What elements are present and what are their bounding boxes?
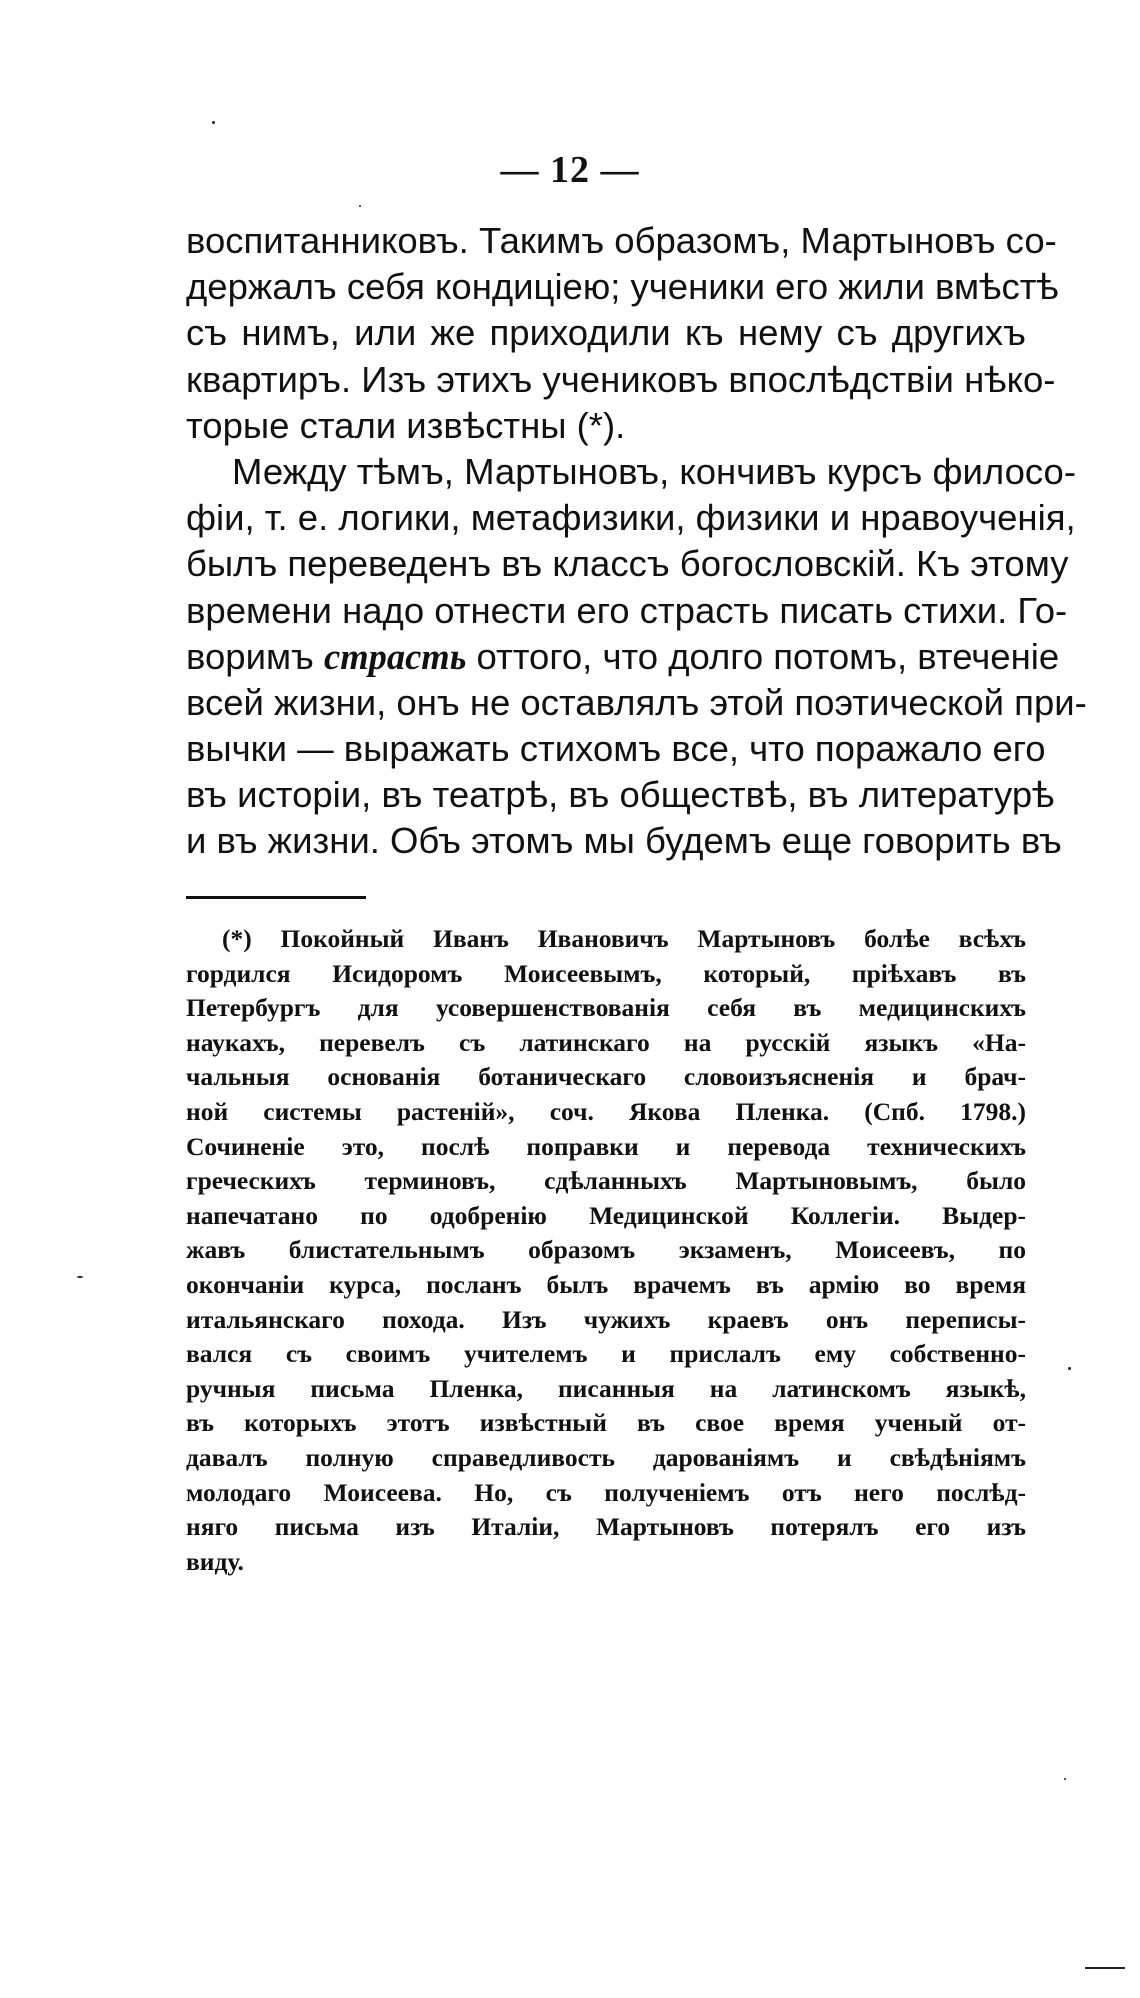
text-line: Между тѣмъ, Мартыновъ, кончивъ курсъ филосо- bbox=[232, 450, 1077, 492]
footnote-line: виду. bbox=[186, 1546, 244, 1576]
main-text bbox=[186, 218, 1087, 865]
footnote-line: гордился Исидоромъ Моисеевымъ, который, пріѣхавъ въ bbox=[186, 958, 1026, 988]
footnote-line: Петербургъ для усовершенствованія себя въ медицинскихъ bbox=[186, 993, 1026, 1023]
footnote-line: вался съ своимъ учителемъ и прислалъ ему собственно- bbox=[186, 1339, 1026, 1369]
page-number: — 12 — bbox=[500, 149, 640, 191]
scan-speck bbox=[77, 1276, 83, 1278]
paragraph bbox=[186, 218, 1059, 449]
emphasized-word: страсть bbox=[324, 635, 467, 677]
footnote-line: наукахъ, перевелъ съ латинскаго на русскій языкъ «На- bbox=[186, 1027, 1026, 1057]
text-line: съ нимъ, или же приходили къ нему съ другихъ bbox=[186, 312, 1026, 354]
footnote bbox=[186, 922, 1026, 1579]
text-line: держалъ себя кондиціею; ученики его жили вмѣстѣ bbox=[186, 266, 1059, 308]
footnote-line: молодаго Моисеева. Но, съ полученіемъ отъ него послѣд- bbox=[186, 1477, 1026, 1507]
paragraph bbox=[186, 449, 1087, 865]
text-line: воспитанниковъ. Такимъ образомъ, Мартыновъ со- bbox=[186, 220, 1057, 261]
text-line: и въ жизни. Объ этомъ мы будемъ еще говорить въ bbox=[186, 820, 1062, 862]
footnote-line: въ которыхъ этотъ извѣстный въ свое время ученый от- bbox=[186, 1408, 1026, 1438]
text-line: въ исторіи, въ театрѣ, въ обществѣ, въ литературѣ bbox=[186, 774, 1055, 816]
text-line bbox=[186, 634, 1060, 680]
footnote-line: напечатано по одобренію Медицинской Коллегіи. Выдер- bbox=[186, 1200, 1026, 1230]
footnote-line: ручныя письма Пленка, писанныя на латинскомъ языкѣ, bbox=[186, 1373, 1026, 1403]
text-line: вычки — выражать стихомъ все, что поражало его bbox=[186, 728, 1046, 770]
text-line: времени надо отнести его страсть писать стихи. Го- bbox=[186, 589, 1068, 631]
footnote-line: окончаніи курса, посланъ былъ врачемъ въ армію во время bbox=[186, 1269, 1026, 1299]
text-line: фіи, т. е. логики, метафизики, физики и нравоученія, bbox=[186, 497, 1076, 539]
text-line: квартиръ. Изъ этихъ учениковъ впослѣдствіи нѣко- bbox=[186, 358, 1056, 400]
scan-speck bbox=[212, 121, 215, 124]
footnote-line: чальныя основанія ботаническаго словоизъясненія и брач- bbox=[186, 1062, 1026, 1092]
text-run: воримъ bbox=[186, 635, 325, 677]
text-line: торые стали извѣстны (*). bbox=[186, 404, 626, 446]
footnote-separator bbox=[186, 896, 366, 899]
footnote-line: Сочиненіе это, послѣ поправки и перевода техническихъ bbox=[186, 1131, 1026, 1161]
footnote-line: давалъ полную справедливость дарованіямъ и свѣдѣніямъ bbox=[186, 1442, 1026, 1472]
footnote-line: итальянскаго похода. Изъ чужихъ краевъ онъ переписы- bbox=[186, 1304, 1026, 1334]
scan-speck bbox=[1085, 1967, 1125, 1969]
footnote-line: ной системы растеній», соч. Якова Пленка. (Спб. 1798.) bbox=[186, 1096, 1026, 1126]
footnote-line: (*) Покойный Иванъ Ивановичъ Мартыновъ болѣе всѣхъ bbox=[222, 924, 1026, 953]
footnote-line: няго письма изъ Италіи, Мартыновъ потерялъ его изъ bbox=[186, 1512, 1026, 1542]
scan-speck bbox=[1068, 1367, 1071, 1370]
text-line: былъ переведенъ въ классъ богословскій. Къ этому bbox=[186, 543, 1069, 585]
scan-speck bbox=[359, 205, 361, 207]
text-line: всей жизни, онъ не оставлялъ этой поэтической при- bbox=[186, 681, 1087, 723]
text-run: оттого, что долго потомъ, втеченіе bbox=[466, 635, 1060, 677]
footnote-line: жавъ блистательнымъ образомъ экзаменъ, Моисеевъ, по bbox=[186, 1235, 1026, 1265]
footnote-line: греческихъ терминовъ, сдѣланныхъ Мартыновымъ, было bbox=[186, 1166, 1026, 1196]
scan-speck bbox=[1064, 1778, 1066, 1780]
